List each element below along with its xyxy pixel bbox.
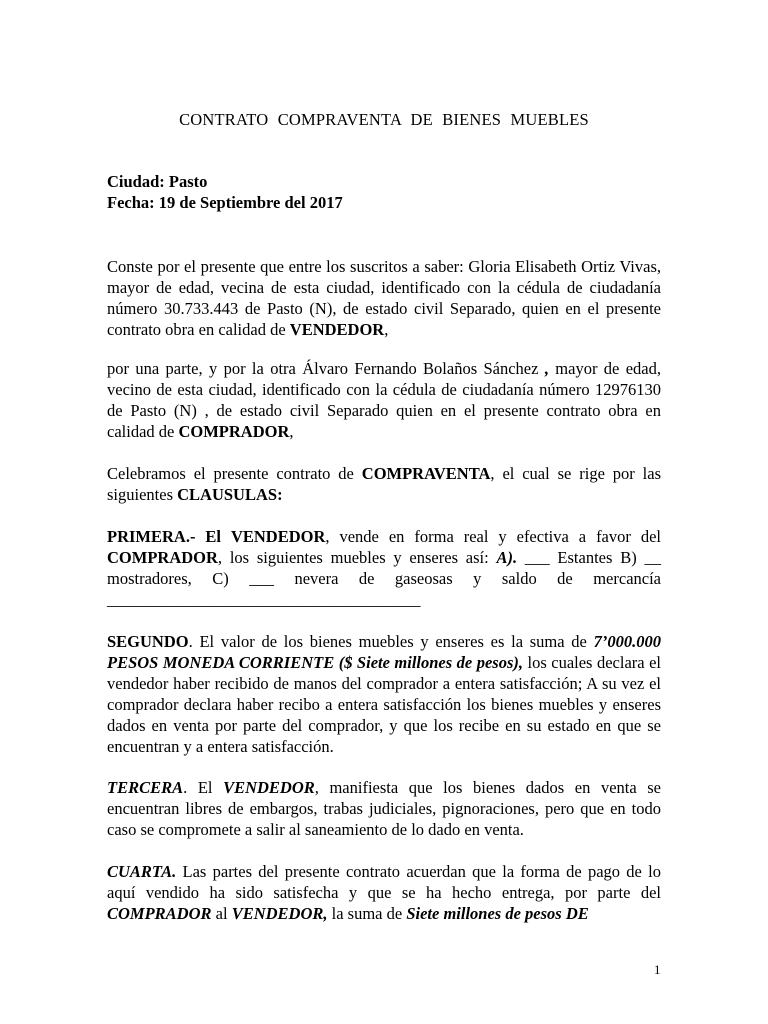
segundo-label: SEGUNDO bbox=[107, 632, 189, 651]
primera-label: PRIMERA.- El bbox=[107, 527, 221, 546]
paragraph-celebration: Celebramos el presente contrato de COMPRAVENTA, el cual se rige por las siguientes CLAUSULAS: bbox=[107, 464, 661, 504]
vendedor-term: VENDEDOR bbox=[289, 320, 385, 339]
cuarta-label: CUARTA. bbox=[107, 862, 177, 881]
city-line: Ciudad: Pasto bbox=[107, 172, 208, 191]
clause-cuarta: CUARTA. Las partes del presente contrato acuerdan que la forma de pago de lo aquí vendido ha sido satisfecha y que se ha hecho entrega, por parte del COMPRADOR al VENDEDOR, la suma de Siete millones de pesos DE bbox=[107, 862, 661, 923]
document-title: CONTRATO COMPRAVENTA DE BIENES MUEBLES bbox=[179, 110, 589, 129]
compraventa-term: COMPRAVENTA bbox=[361, 464, 491, 483]
clause-primera: PRIMERA.- El VENDEDOR, vende en forma real y efectiva a favor del COMPRADOR, los siguientes muebles y enseres así: A). ___ Estantes B) __ mostradores, C) ___ nevera de gaseosas y saldo de mercancía ______________________________________ bbox=[107, 527, 661, 609]
clause-tercera: TERCERA. El VENDEDOR, manifiesta que los bienes dados en venta se encuentran libres de embargos, trabas judiciales, pignoraciones, pero que en todo caso se compromete a salir al saneamiento de lo dado en venta. bbox=[107, 778, 662, 839]
comprador-term: COMPRADOR bbox=[178, 422, 290, 441]
clause-segundo: SEGUNDO. El valor de los bienes muebles y enseres es la suma de 7’000.000 PESOS MONEDA CORRIENTE ($ Siete millones de pesos), los cuales declara el vendedor haber recibido de manos del comprador a entera satisfacción; A su vez el comprador declara haber recibo a entera satisfacción los bienes muebles y enseres dados en venta por parte del comprador, y que los recibe en su estado en que se encuentran y a entera satisfacción. bbox=[107, 632, 661, 756]
date-line: Fecha: 19 de Septiembre del 2017 bbox=[107, 193, 343, 212]
tercera-label: TERCERA bbox=[107, 778, 184, 797]
page-number: 1 bbox=[654, 962, 661, 977]
clausulas-heading: CLAUSULAS: bbox=[177, 485, 283, 504]
paragraph-seller: Conste por el presente que entre los suscritos a saber: Gloria Elisabeth Ortiz Vivas, mayor de edad, vecina de esta ciudad, identificado con la cédula de ciudadanía número 30.733.443 de Pasto (N), de estado civil Separado, quien en el presente contrato obra en calidad de VENDEDOR, bbox=[107, 257, 661, 339]
paragraph-buyer: por una parte, y por la otra Álvaro Fernando Bolaños Sánchez , mayor de edad, vecino de esta ciudad, identificado con la cédula de ciudadanía número 12976130 de Pasto (N) , de estado civil Separado quien en el presente contrato obra en calidad de COMPRADOR, bbox=[107, 359, 661, 441]
price-amount: 7’000.000 PESOS MONEDA CORRIENTE ($ Siete millones de pesos), bbox=[107, 632, 661, 672]
